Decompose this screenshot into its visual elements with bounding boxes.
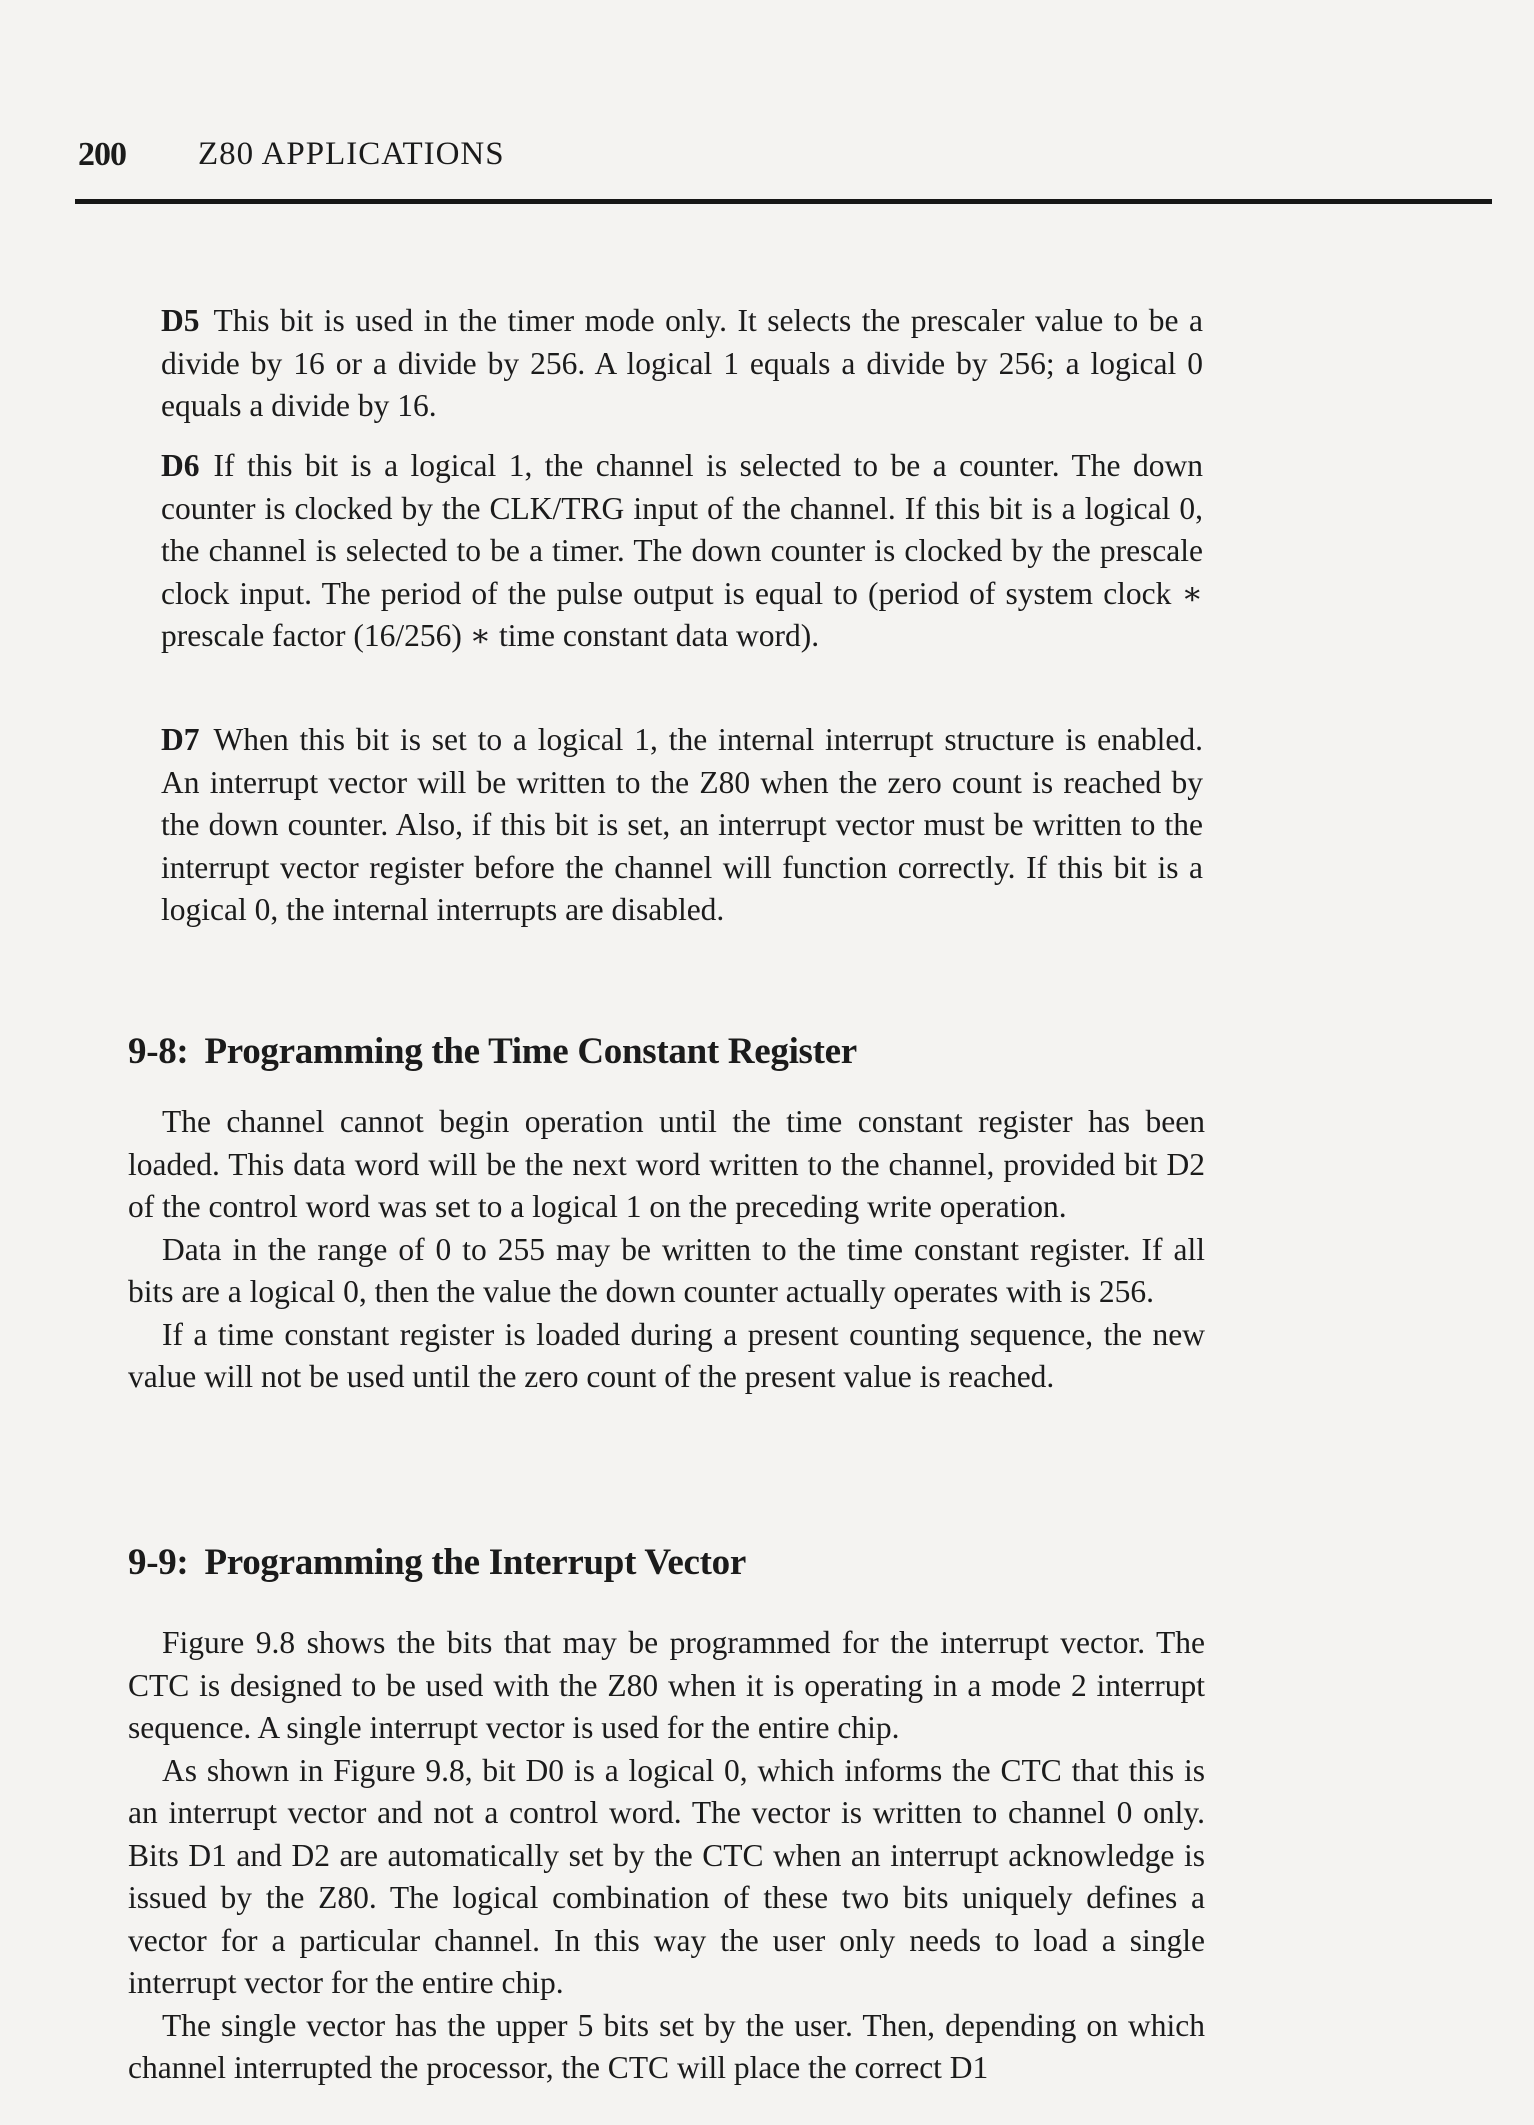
section-heading-9-9: [128, 1541, 746, 1584]
section-heading-9-8: [128, 1030, 857, 1073]
bit-description: If this bit is a logical 1, the channel is selected to be a counter. The down counter is clocked by the CLK/TRG input of the channel. If this bit is a logical 0, the channel is selected to be a timer. The down counter is clocked by the prescale clock input. The period of the pulse output is equal to (period of system clock ∗ prescale factor (16/256) ∗ time constant data word).: [161, 448, 1203, 653]
bit-label: D6: [161, 448, 200, 483]
section-number: 9-9:: [128, 1542, 189, 1583]
bit-label: D5: [161, 303, 200, 338]
section-title: Programming the Time Constant Register: [204, 1031, 857, 1072]
section-title: Programming the Interrupt Vector: [204, 1542, 746, 1583]
paragraph: Data in the range of 0 to 255 may be written to the time constant register. If all bits are a logical 0, then the value the down counter actually operates with is 256.: [128, 1231, 1205, 1309]
paragraph: If a time constant register is loaded during a present counting sequence, the new value will not be used until the zero count of the present value is reached.: [128, 1316, 1205, 1394]
section-body-9-8: [128, 1101, 1205, 1399]
bit-description: This bit is used in the timer mode only. It selects the prescaler value to be a divide by 16 or a divide by 256. A logical 1 equals a divide by 256; a logical 0 equals a divide by 16.: [161, 303, 1203, 423]
section-number: 9-8:: [128, 1031, 189, 1072]
section-body-9-9: [128, 1622, 1205, 2090]
page-number: 200: [78, 136, 126, 173]
running-header: [78, 132, 1490, 178]
paragraph: As shown in Figure 9.8, bit D0 is a logical 0, which informs the CTC that this is an interrupt vector and not a control word. The vector is written to channel 0 only. Bits D1 and D2 are automatically set by the CTC when an interrupt acknowledge is issued by the Z80. The logical combination of these two bits uniquely defines a vector for a particular channel. In this way the user only needs to load a single interrupt vector for the entire chip.: [128, 1752, 1205, 2000]
bit-label: D7: [161, 722, 200, 757]
header-rule: [75, 199, 1492, 204]
bit-item-d7: [161, 719, 1203, 932]
paragraph: The single vector has the upper 5 bits set by the user. Then, depending on which channel interrupted the processor, the CTC will place the correct D1: [128, 2007, 1205, 2085]
paragraph: Figure 9.8 shows the bits that may be programmed for the interrupt vector. The CTC is designed to be used with the Z80 when it is operating in a mode 2 interrupt sequence. A single interrupt vector is used for the entire chip.: [128, 1625, 1205, 1745]
running-title: Z80 APPLICATIONS: [198, 136, 505, 172]
bit-item-d5: [161, 300, 1203, 428]
bit-description: When this bit is set to a logical 1, the internal interrupt structure is enabled. An interrupt vector will be written to the Z80 when the zero count is reached by the down counter. Also, if this bit is set, an interrupt vector must be written to the interrupt vector register before the channel will function correctly. If this bit is a logical 0, the internal interrupts are disabled.: [161, 722, 1203, 927]
bit-item-d6: [161, 445, 1203, 658]
paragraph: The channel cannot begin operation until the time constant register has been loaded. This data word will be the next word written to the channel, provided bit D2 of the control word was set to a logical 1 on the preceding write operation.: [128, 1104, 1205, 1224]
